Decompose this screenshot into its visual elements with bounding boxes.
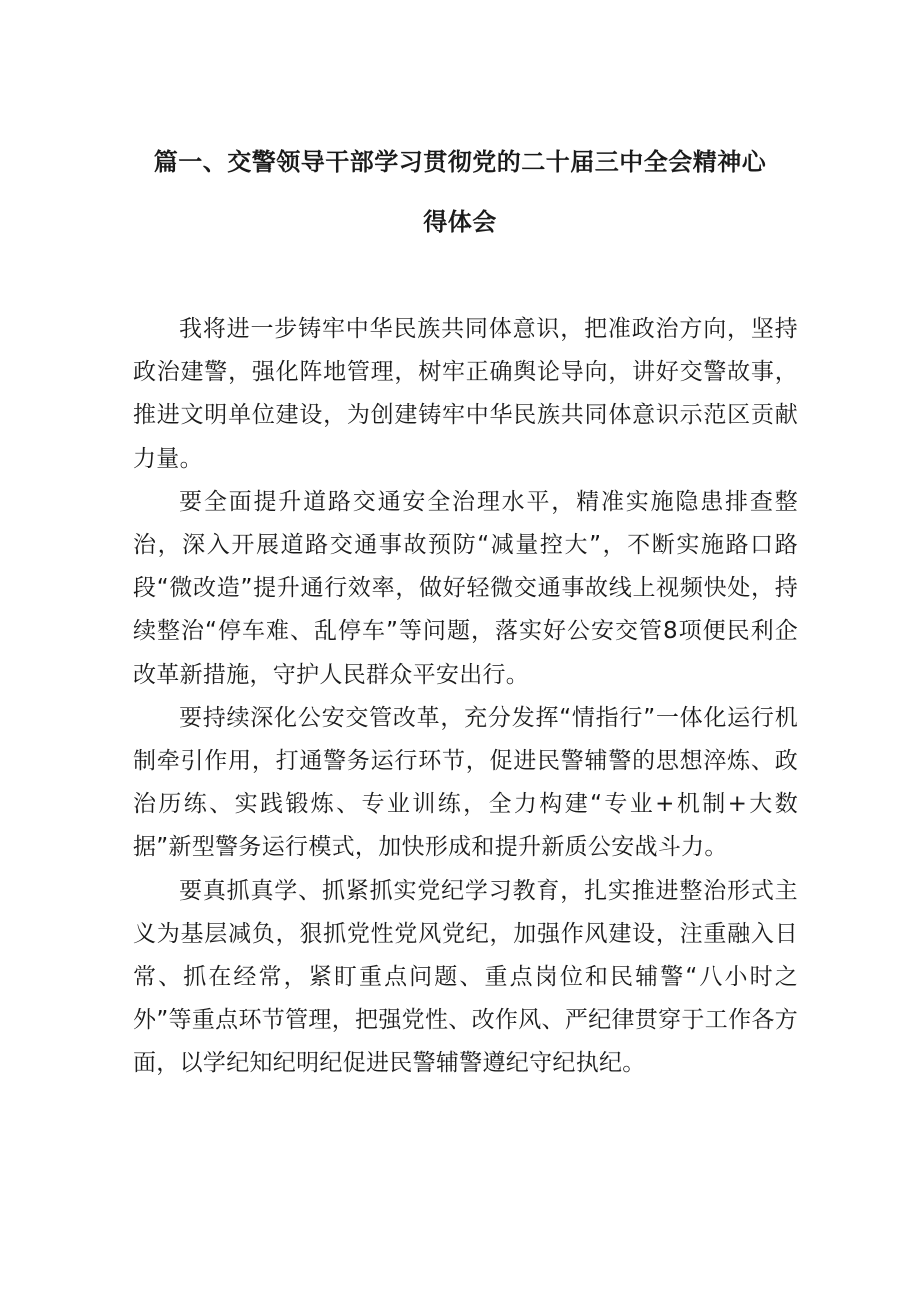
paragraph-1: 我将进一步铸牢中华民族共同体意识，把准政治方向，坚持政治建警，强化阵地管理，树牢正确舆论导向，讲好交警故事，推进文明单位建设，为创建铸牢中华民族共同体意识示范区贡献力量。 <box>133 316 798 472</box>
paragraph-3: 要持续深化公安交管改革，充分发挥“情指行”一体化运行机制牵引作用，打通警务运行环节，促进民警辅警的思想淬炼、政治历练、实践锻炼、专业训练，全力构建“专业+机制+大数据”新型警务运行模式，加快形成和提升新质公安战斗力。 <box>133 704 798 861</box>
paragraph-4: 要真抓真学、抓紧抓实党纪学习教育，扎实推进整治形式主义为基层减负，狠抓党性党风党纪，加强作风建设，注重融入日常、抓在经常，紧盯重点问题、重点岗位和民辅警“八小时之外”等重点环节管理，把强党性、改作风、严纪律贯穿于工作各方面，以学纪知纪明纪促进民警辅警遵纪守纪执纪。 <box>133 877 798 1077</box>
paragraph-2: 要全面提升道路交通安全治理水平，精准实施隐患排查整治，深入开展道路交通事故预防“减量控大”，不断实施路口路段“微改造”提升通行效率，做好轻微交通事故线上视频快处，持续整治“停车难、乱停车”等问题，落实好公安交管8项便民利企改革新措施，守护人民群众平安出行。 <box>133 488 798 688</box>
document-title-line-2: 得体会 <box>423 208 497 236</box>
document-title-line-1: 篇一、交警领导干部学习贯彻党的二十届三中全会精神心 <box>153 148 767 176</box>
document-body <box>133 308 798 1086</box>
